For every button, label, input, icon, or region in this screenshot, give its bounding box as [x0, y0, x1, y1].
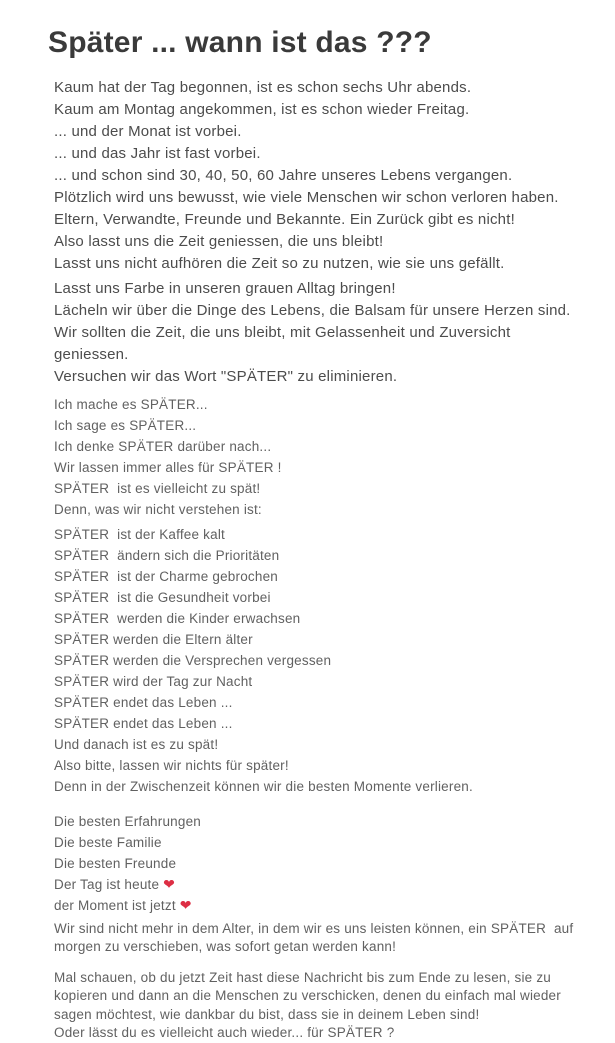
- text: Ich denke SPÄTER darüber nach...: [54, 438, 272, 454]
- text: SPÄTER ist der Kaffee kalt: [54, 526, 225, 542]
- text: Wir sind nicht mehr in dem Alter, in dem wir es uns leisten können, ein SPÄTER auf: [54, 920, 574, 936]
- text-line: [54, 524, 577, 545]
- text-line: [54, 832, 577, 853]
- text-line: [54, 734, 577, 755]
- text: SPÄTER ist es vielleicht zu spät!: [54, 480, 261, 496]
- text: Lächeln wir über die Dinge des Lebens, die Balsam für unsere Herzen sind.: [54, 301, 571, 319]
- text-line: [54, 77, 577, 99]
- text: Die besten Freunde: [54, 855, 177, 871]
- section-intro-b: [48, 278, 577, 388]
- text: Die beste Familie: [54, 834, 162, 850]
- text-line: [54, 650, 577, 671]
- text: Lasst uns nicht aufhören die Zeit so zu nutzen, wie sie uns gefällt.: [54, 254, 505, 272]
- text-line: [54, 811, 577, 832]
- text-line: [54, 629, 577, 650]
- text-line: [54, 874, 577, 895]
- text-line: [54, 545, 577, 566]
- text-line: [54, 499, 577, 520]
- document-body: [48, 77, 577, 1043]
- section-closing: [48, 969, 577, 1043]
- section-best-things: [48, 811, 577, 916]
- red-heart-icon: ❤: [163, 875, 176, 892]
- text-line: [54, 713, 577, 734]
- text: der Moment ist jetzt: [54, 897, 180, 913]
- text: sagen möchtest, wie dankbar du bist, dass sie in deinem Leben sind!: [54, 1006, 480, 1022]
- text: SPÄTER endet das Leben ...: [54, 694, 233, 710]
- text: SPÄTER wird der Tag zur Nacht: [54, 673, 253, 689]
- text-line: [54, 671, 577, 692]
- text: ... und der Monat ist vorbei.: [54, 122, 242, 140]
- text: Der Tag ist heute: [54, 876, 164, 892]
- text-line: [54, 231, 577, 253]
- text-line: [54, 920, 577, 939]
- text-line: [54, 938, 577, 957]
- text: SPÄTER werden die Versprechen vergessen: [54, 652, 332, 668]
- text: morgen zu verschieben, was sofort getan werden kann!: [54, 939, 397, 954]
- text-line: [54, 478, 577, 499]
- page-title: Später ... wann ist das ???: [48, 26, 432, 59]
- text-line: [54, 566, 577, 587]
- text-line: [54, 187, 577, 209]
- text-line: [54, 755, 577, 776]
- text: Oder lässt du es vielleicht auch wieder... für SPÄTER ?: [54, 1025, 395, 1040]
- text-line: [54, 415, 577, 436]
- text-line: [54, 165, 577, 187]
- section-later-intro: [48, 394, 577, 520]
- text-line: [54, 692, 577, 713]
- text: Eltern, Verwandte, Freunde und Bekannte. Ein Zurück gibt es nicht!: [54, 210, 515, 228]
- section-later-list: [48, 524, 577, 713]
- text-line: [54, 608, 577, 629]
- text-line: [54, 121, 577, 143]
- text: Kaum hat der Tag begonnen, ist es schon sechs Uhr abends.: [54, 78, 472, 96]
- text-line: [54, 436, 577, 457]
- text-line: [54, 969, 577, 988]
- text-line: [54, 853, 577, 874]
- text: Und danach ist es zu spät!: [54, 736, 219, 752]
- text: SPÄTER ändern sich die Prioritäten: [54, 547, 280, 563]
- text-line: [54, 987, 577, 1006]
- section-intro-a: [48, 77, 577, 275]
- text-line: [54, 143, 577, 165]
- text: Denn, was wir nicht verstehen ist:: [54, 501, 262, 517]
- text: kopieren und dann an die Menschen zu verschicken, denen du einfach mal wieder: [54, 988, 561, 1003]
- text: Ich sage es SPÄTER...: [54, 417, 197, 433]
- text-line: [54, 209, 577, 231]
- text: SPÄTER ist die Gesundheit vorbei: [54, 589, 271, 605]
- text: Ich mache es SPÄTER...: [54, 396, 208, 412]
- text-line: [54, 300, 577, 322]
- text: Plötzlich wird uns bewusst, wie viele Menschen wir schon verloren haben.: [54, 188, 559, 206]
- red-heart-icon: ❤: [179, 896, 192, 913]
- text-line: [54, 1006, 577, 1025]
- text: Wir lassen immer alles für SPÄTER !: [54, 459, 282, 475]
- text: Lasst uns Farbe in unseren grauen Alltag bringen!: [54, 279, 396, 297]
- text-line: [54, 278, 577, 300]
- text: Mal schauen, ob du jetzt Zeit hast diese Nachricht bis zum Ende zu lesen, sie zu: [54, 969, 551, 985]
- text: SPÄTER werden die Eltern älter: [54, 631, 253, 647]
- text-line: [54, 322, 577, 366]
- text-line: [54, 253, 577, 275]
- text-line: [54, 394, 577, 415]
- text-line: [54, 366, 577, 388]
- text: SPÄTER werden die Kinder erwachsen: [54, 610, 301, 626]
- section-later-end: [48, 713, 577, 797]
- text-line: [54, 587, 577, 608]
- text: ... und das Jahr ist fast vorbei.: [54, 144, 261, 162]
- text: ... und schon sind 30, 40, 50, 60 Jahre unseres Lebens vergangen.: [54, 166, 513, 184]
- section-age-note: [48, 920, 577, 957]
- text: Versuchen wir das Wort "SPÄTER" zu eliminieren.: [54, 367, 398, 385]
- text: SPÄTER ist der Charme gebrochen: [54, 568, 278, 584]
- text: Denn in der Zwischenzeit können wir die besten Momente verlieren.: [54, 778, 473, 794]
- text: Kaum am Montag angekommen, ist es schon wieder Freitag.: [54, 100, 470, 118]
- text-line: [54, 776, 577, 797]
- text-line: [54, 1024, 577, 1043]
- text: Also bitte, lassen wir nichts für später!: [54, 757, 289, 773]
- text: Die besten Erfahrungen: [54, 813, 201, 829]
- text: SPÄTER endet das Leben ...: [54, 715, 233, 731]
- text-line: [54, 99, 577, 121]
- text-line: [54, 895, 577, 916]
- text: Wir sollten die Zeit, die uns bleibt, mit Gelassenheit und Zuversicht geniessen.: [54, 323, 515, 363]
- text-line: [54, 457, 577, 478]
- text: Also lasst uns die Zeit geniessen, die uns bleibt!: [54, 232, 384, 250]
